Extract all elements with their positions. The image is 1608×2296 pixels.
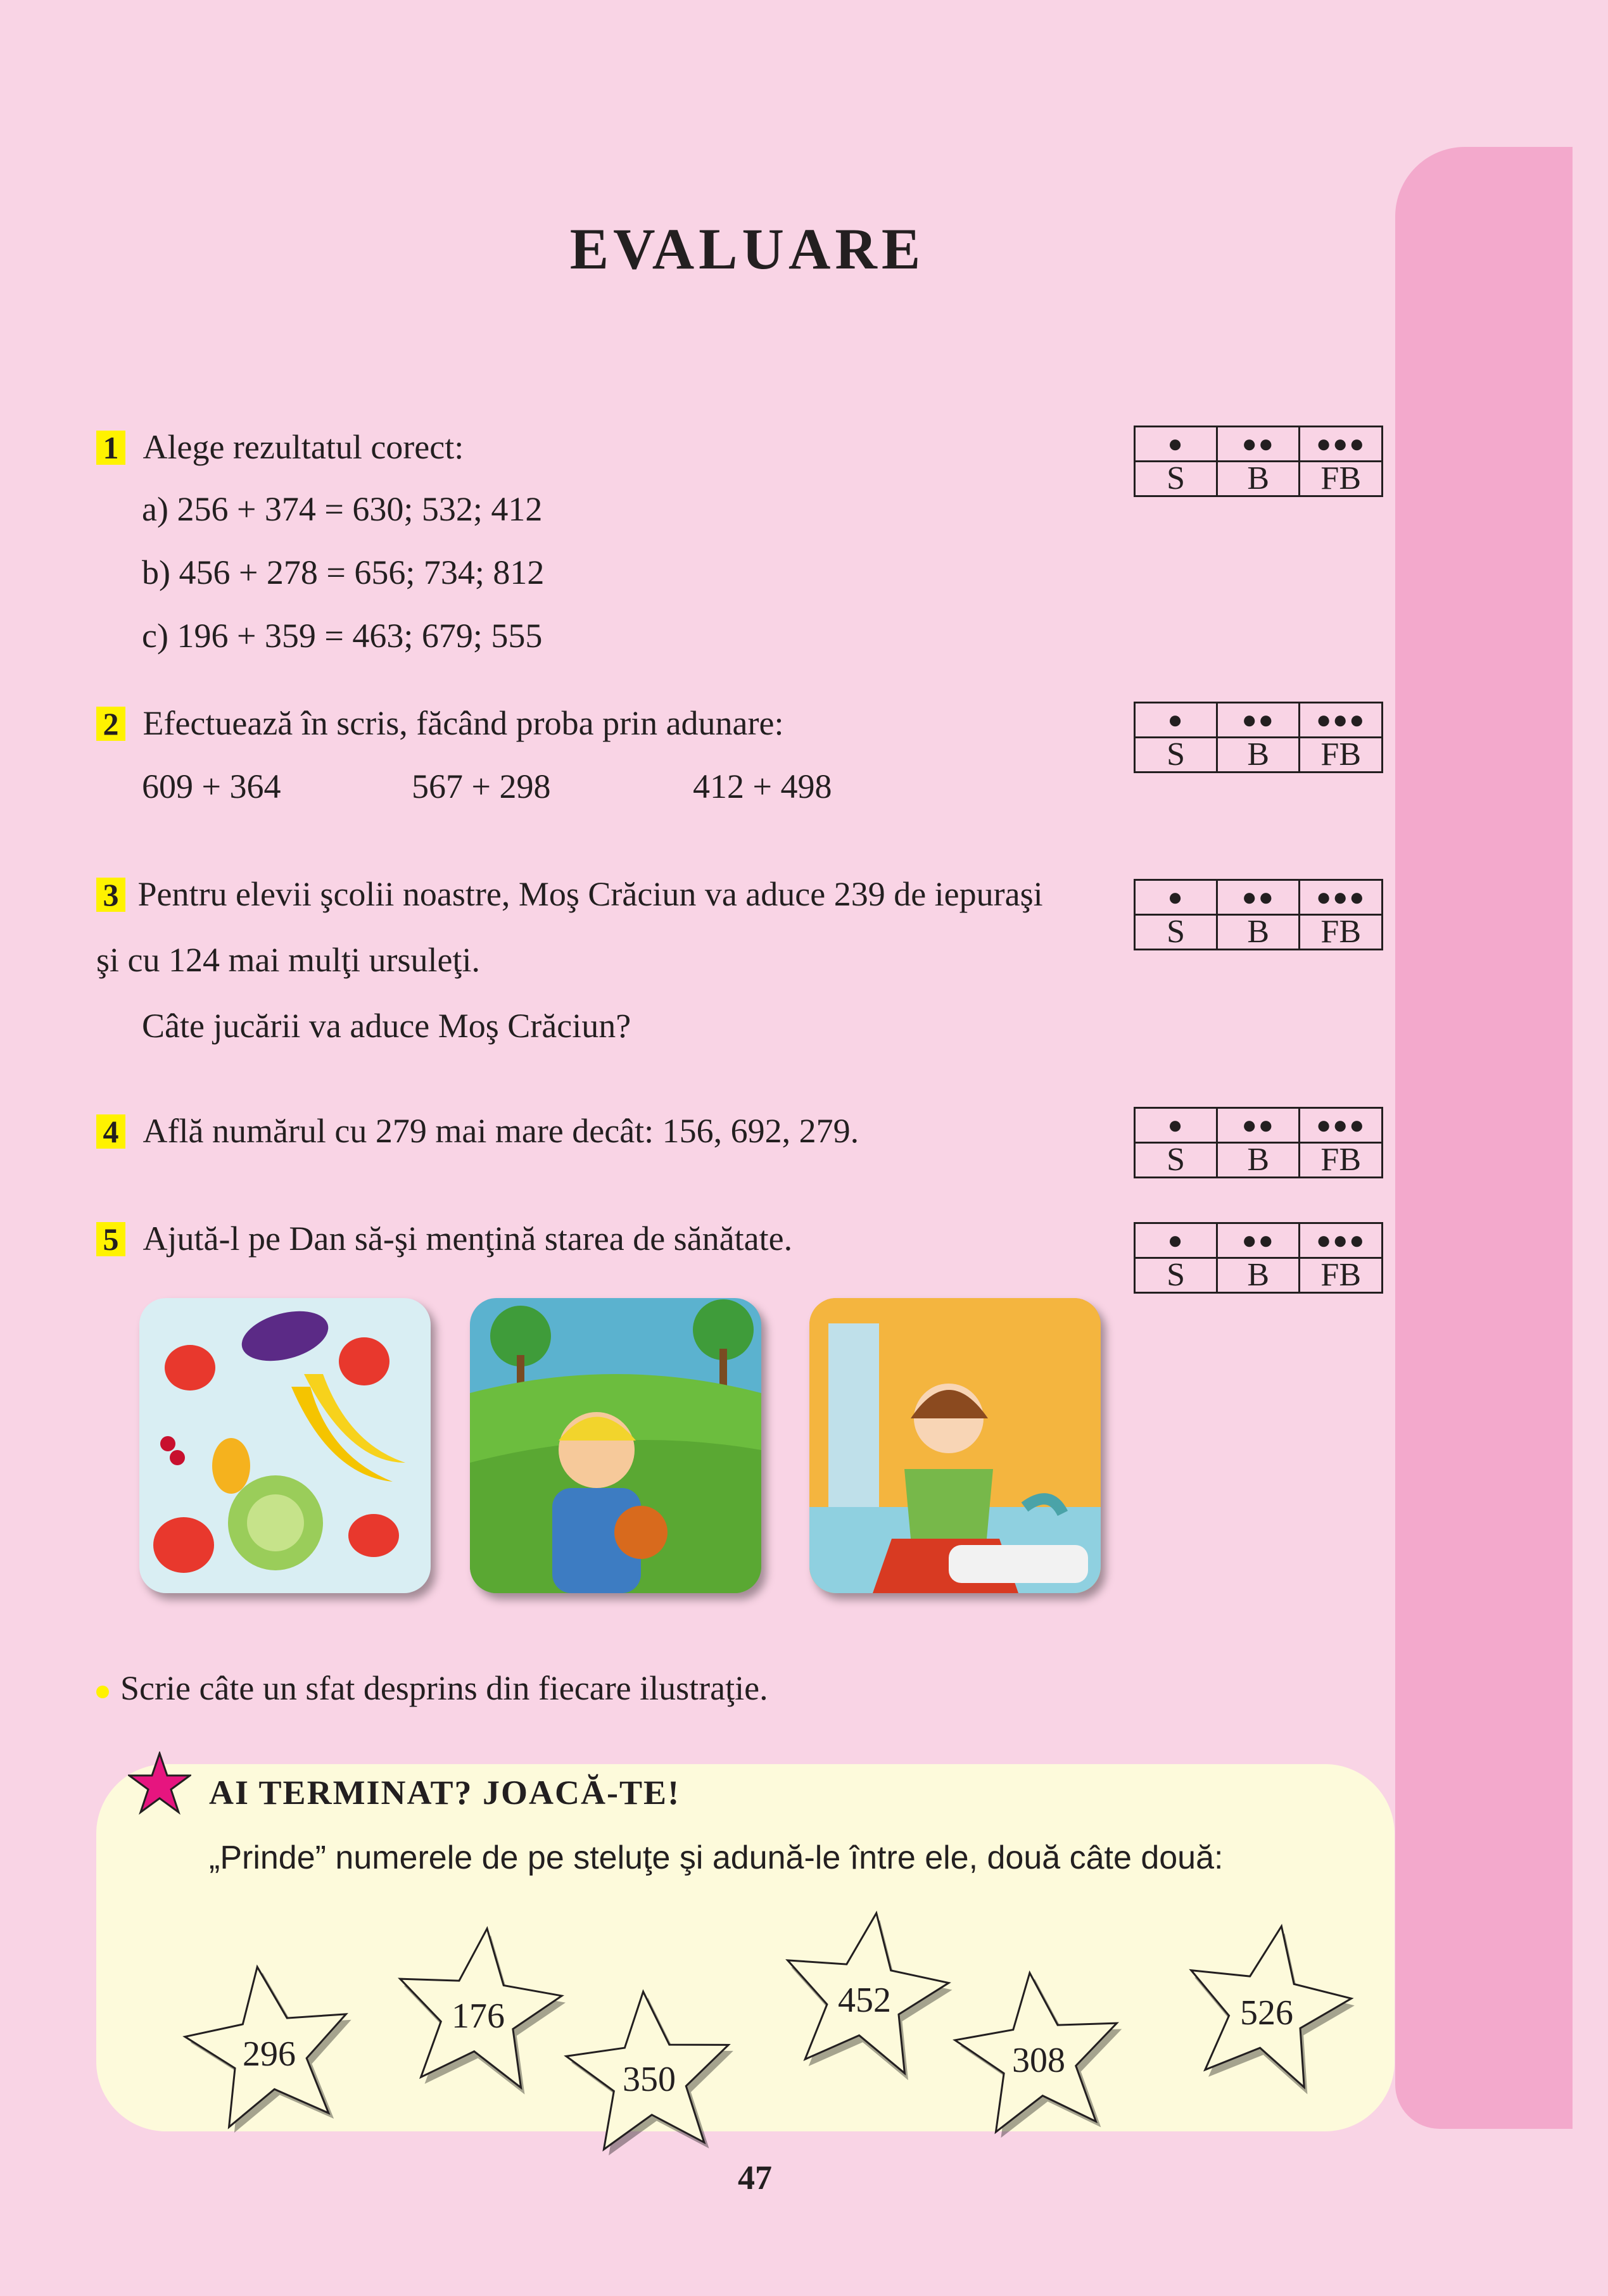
exercise-question: Câte jucării va aduce Moş Crăciun? bbox=[142, 1007, 631, 1045]
operation-3: 412 + 498 bbox=[693, 767, 832, 805]
rating-s: S bbox=[1135, 1143, 1217, 1178]
exercise-text-continued: şi cu 124 mai mulţi ursuleţi. bbox=[96, 941, 480, 979]
exercise-2 bbox=[96, 704, 832, 805]
girl-washing-hands-illustration bbox=[809, 1298, 1101, 1593]
boy-playing-illustration bbox=[470, 1298, 761, 1593]
exercise-number: 4 bbox=[96, 1114, 125, 1149]
star-number: 452 bbox=[838, 1981, 891, 2020]
rating-b: B bbox=[1217, 1258, 1300, 1293]
rating-fb: FB bbox=[1300, 1143, 1383, 1178]
exercise-text: Efectuează în scris, făcând proba prin adunare: bbox=[142, 704, 784, 742]
exercise-text: Pentru elevii şcolii noastre, Moş Crăciun va aduce 239 de iepuraşi bbox=[137, 875, 1043, 913]
advice-line bbox=[96, 1669, 768, 1707]
star-number: 296 bbox=[243, 2034, 296, 2074]
rating-table-2 bbox=[1134, 702, 1383, 773]
exercise-text: Află numărul cu 279 mai mare decât: 156, 692, 279. bbox=[142, 1112, 859, 1150]
operation-2: 567 + 298 bbox=[412, 767, 551, 805]
rating-dot-3: ●●● bbox=[1300, 880, 1383, 915]
rating-dot-1: ● bbox=[1135, 1223, 1217, 1258]
page-number: 47 bbox=[738, 2159, 772, 2197]
option-b: b) 456 + 278 = 656; 734; 812 bbox=[142, 553, 545, 591]
rating-table-1 bbox=[1134, 426, 1383, 497]
star-number: 176 bbox=[452, 1996, 505, 2036]
rating-s: S bbox=[1135, 915, 1217, 950]
rating-dot-2: ●● bbox=[1217, 880, 1300, 915]
rating-dot-3: ●●● bbox=[1300, 1108, 1383, 1143]
rating-fb: FB bbox=[1300, 1258, 1383, 1293]
exercise-5 bbox=[96, 1220, 792, 1258]
number-star bbox=[947, 1963, 1130, 2147]
rating-s: S bbox=[1135, 462, 1217, 496]
number-star bbox=[386, 1919, 570, 2102]
exercise-number: 1 bbox=[96, 431, 125, 465]
rating-s: S bbox=[1135, 1258, 1217, 1293]
rating-fb: FB bbox=[1300, 738, 1383, 773]
exercise-number: 5 bbox=[96, 1222, 125, 1256]
rating-dot-2: ●● bbox=[1217, 703, 1300, 738]
exercise-text: Ajută-l pe Dan să-şi menţină starea de sănătate. bbox=[142, 1220, 793, 1258]
rating-dot-2: ●● bbox=[1217, 427, 1300, 462]
rating-table-4 bbox=[1134, 1107, 1383, 1178]
number-star bbox=[557, 1982, 741, 2166]
star-number: 350 bbox=[623, 2060, 676, 2099]
option-a: a) 256 + 374 = 630; 532; 412 bbox=[142, 490, 543, 528]
exercise-1 bbox=[96, 428, 544, 655]
star-number: 526 bbox=[1240, 1993, 1293, 2033]
exercise-number: 2 bbox=[96, 707, 125, 741]
rating-b: B bbox=[1217, 1143, 1300, 1178]
advice-text: Scrie câte un sfat desprins din fiecare ilustraţie. bbox=[120, 1669, 768, 1707]
rating-fb: FB bbox=[1300, 915, 1383, 950]
exercise-3 bbox=[96, 875, 1043, 1045]
game-title: AI TERMINAT? JOACĂ-TE! bbox=[209, 1774, 681, 1812]
star-icon bbox=[128, 1751, 191, 1815]
exercise-number: 3 bbox=[96, 878, 125, 912]
side-tab bbox=[1395, 147, 1573, 2129]
rating-dot-1: ● bbox=[1135, 880, 1217, 915]
rating-dot-3: ●●● bbox=[1300, 427, 1383, 462]
star-number: 308 bbox=[1012, 2041, 1065, 2080]
page-title: EVALUARE bbox=[569, 217, 925, 281]
rating-fb: FB bbox=[1300, 462, 1383, 496]
rating-table-5 bbox=[1134, 1222, 1383, 1294]
rating-b: B bbox=[1217, 915, 1300, 950]
number-star bbox=[773, 1903, 956, 2086]
option-c: c) 196 + 359 = 463; 679; 555 bbox=[142, 617, 543, 655]
number-star bbox=[177, 1957, 361, 2140]
rating-dot-3: ●●● bbox=[1300, 1223, 1383, 1258]
exercise-4 bbox=[96, 1112, 859, 1150]
rating-dot-2: ●● bbox=[1217, 1108, 1300, 1143]
rating-s: S bbox=[1135, 738, 1217, 773]
operation-1: 609 + 364 bbox=[142, 767, 281, 805]
rating-b: B bbox=[1217, 738, 1300, 773]
rating-b: B bbox=[1217, 462, 1300, 496]
bullet-icon bbox=[96, 1686, 109, 1698]
game-instruction: „Prinde” numerele de pe steluţe şi adună-le între ele, două câte două: bbox=[209, 1839, 1224, 1876]
rating-dot-1: ● bbox=[1135, 703, 1217, 738]
rating-dot-2: ●● bbox=[1217, 1223, 1300, 1258]
fruits-vegetables-illustration bbox=[139, 1298, 431, 1593]
rating-dot-1: ● bbox=[1135, 427, 1217, 462]
number-star bbox=[1175, 1915, 1358, 2099]
rating-dot-1: ● bbox=[1135, 1108, 1217, 1143]
exercise-text: Alege rezultatul corect: bbox=[142, 428, 464, 466]
rating-dot-3: ●●● bbox=[1300, 703, 1383, 738]
rating-table-3 bbox=[1134, 879, 1383, 950]
